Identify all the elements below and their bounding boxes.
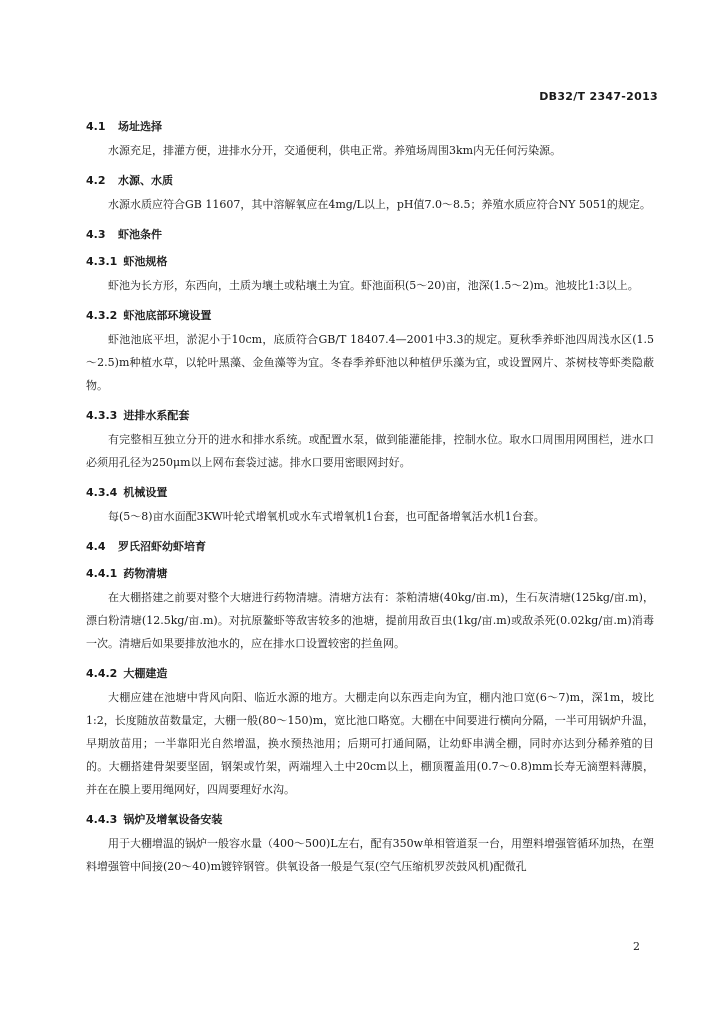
subsection-heading: [86, 565, 654, 582]
section-number: 4.4.1: [86, 567, 118, 580]
section-title: 机械设置: [123, 486, 168, 499]
paragraph: 有完整相互独立分开的进水和排水系统。或配置水泵，做到能灌能排，控制水位。取水口周围用网围栏，进水口必须用孔径为250μm以上网布套袋过滤。排水口要用密眼网封好。: [86, 433, 654, 469]
standard-code: DB32/T 2347-2013: [539, 90, 658, 103]
section-title: 虾池底部环境设置: [123, 309, 212, 322]
section-title: 药物清塘: [123, 567, 168, 580]
section-title: 虾池规格: [123, 255, 168, 268]
section-number: 4.3.1: [86, 255, 118, 268]
paragraph: 用于大棚增温的锅炉一般容水量（400～500)L左右，配有350w单相管道泵一台，用塑料增强管循环加热，在塑料增强管中间接(20～40)m镀锌钢管。供氧设备一般是气泵(空气压缩机罗茨鼓风机)配微孔: [86, 837, 654, 873]
subsection-heading: [86, 253, 654, 270]
section-title: 场址选择: [118, 120, 162, 133]
section-number: 4.3.2: [86, 309, 118, 322]
subsection-heading: [86, 665, 654, 682]
document-body: [86, 118, 654, 888]
paragraph: 大棚应建在池塘中背风向阳、临近水源的地方。大棚走向以东西走向为宜，棚内池口宽(6～7)m，深1m，坡比1:2，长度随放苗数量定，大棚一般(80～150)m，宽比池口略宽。大棚在中间要进行横向分隔，一半可用锅炉升温，早期放苗用；一半靠阳光自然增温，换水预热池用；后期可打通间隔，让幼虾串满全棚，同时亦达到分稀养殖的目的。大棚搭建骨架要坚固，钢架或竹架，两端埋入土中20cm以上，棚顶覆盖用(0.7～0.8)mm长寿无滴塑料薄膜，并在在膜上要用绳网好，四周要理好水沟。: [86, 691, 654, 796]
section-number: 4.4.2: [86, 667, 118, 680]
section-number: 4.3: [86, 228, 106, 241]
section-heading: [86, 118, 654, 135]
section-title: 虾池条件: [118, 228, 162, 241]
section-title: 锅炉及增氧设备安装: [123, 813, 223, 826]
section-number: 4.3.3: [86, 409, 118, 422]
paragraph: 水源充足，排灌方便，进排水分开，交通便利，供电正常。养殖场周围3km内无任何污染源。: [108, 144, 562, 157]
paragraph: 虾池池底平坦，淤泥小于10cm，底质符合GB/T 18407.4—2001中3.3的规定。夏秋季养虾池四周浅水区(1.5～2.5)m种植水草，以轮叶黑藻、金鱼藻等为宜。冬春季养虾池以种植伊乐藻为宜，或设置网片、茶树枝等虾类隐蔽物。: [86, 333, 654, 392]
paragraph: 在大棚搭建之前要对整个大塘进行药物清塘。清塘方法有：茶粕清塘(40kg/亩.m)，生石灰清塘(125kg/亩.m)，漂白粉清塘(12.5kg/亩.m)。对抗原鳌虾等敌害较多的池塘，提前用敌百虫(1kg/亩.m)或敌杀死(0.02kg/亩.m)消毒一次。清塘后如果要排放池水的，应在排水口设置较密的拦鱼网。: [86, 591, 654, 650]
section-number: 4.4.3: [86, 813, 118, 826]
section-title: 水源、水质: [118, 174, 173, 187]
paragraph: 虾池为长方形，东西向，土质为壤土或粘壤土为宜。虾池面积(5～20)亩，池深(1.5～2)m。池坡比1:3以上。: [108, 279, 639, 292]
section-heading: [86, 538, 654, 555]
paragraph: 水源水质应符合GB 11607，其中溶解氧应在4mg/L以上，pH值7.0～8.5；养殖水质应符合NY 5051的规定。: [108, 198, 651, 211]
section-title: 进排水系配套: [123, 409, 190, 422]
subsection-heading: [86, 811, 654, 828]
subsection-heading: [86, 407, 654, 424]
section-number: 4.2: [86, 174, 106, 187]
subsection-heading: [86, 484, 654, 501]
section-heading: [86, 172, 654, 189]
section-title: 罗氏沼虾幼虾培育: [118, 540, 206, 553]
section-number: 4.1: [86, 120, 106, 133]
section-number: 4.3.4: [86, 486, 118, 499]
subsection-heading: [86, 307, 654, 324]
page-number: 2: [633, 940, 640, 953]
section-title: 大棚建造: [123, 667, 168, 680]
paragraph: 每(5～8)亩水面配3KW叶轮式增氧机或水车式增氧机1台套，也可配备增氧活水机1台套。: [108, 510, 545, 523]
section-number: 4.4: [86, 540, 106, 553]
section-heading: [86, 226, 654, 243]
